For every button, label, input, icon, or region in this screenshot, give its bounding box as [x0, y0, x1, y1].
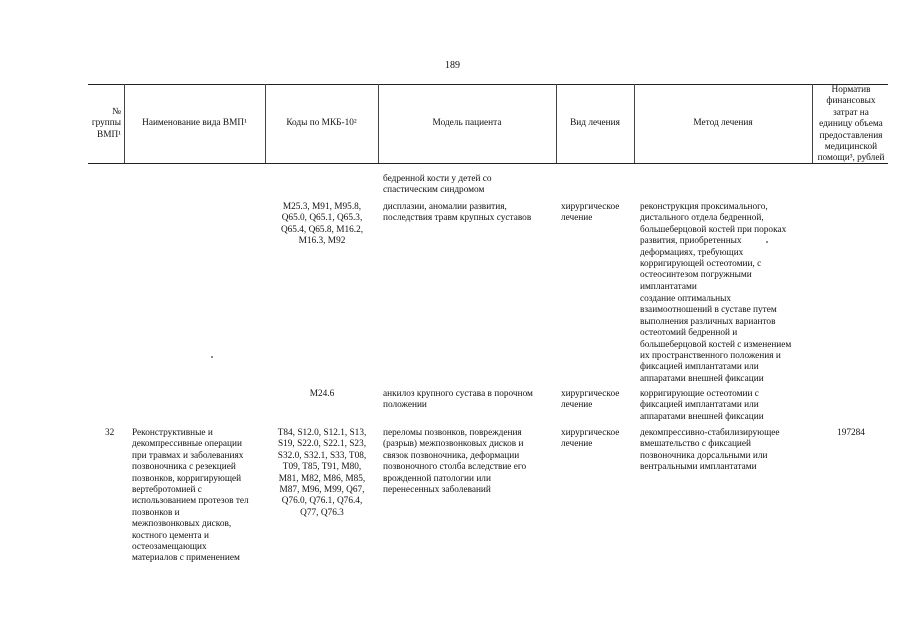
patient-model-cell: дисплазии, аномалии развития, последствия травм крупных суставов	[383, 202, 532, 224]
icd-codes-cell: M24.6	[309, 389, 335, 399]
scan-speck	[766, 241, 768, 243]
vmp-name-cell: Реконструктивные и декомпрессивные операции при травмах и заболеваниях позвоночника с резекцией позвонков, корригирующей вертебротомией с использованием протезов тел позвонков и межпозвонковых дисков, костного цемента и остеозамещающих материалов с применением	[132, 428, 249, 564]
header-vmp-name: Наименование вида ВМП¹	[142, 118, 247, 128]
patient-model-cell: анкилоз крупного сустава в порочном положении	[383, 389, 533, 411]
cost-norm-cell: 197284	[837, 428, 865, 438]
header-cost-norm: Норматив финансовых затрат на единицу объема предоставления медицинской помощи³, рублей	[817, 85, 885, 164]
group-number-cell: 32	[105, 428, 115, 438]
scan-speck	[211, 356, 213, 358]
header-top-rule	[88, 84, 888, 85]
header-treatment-type: Вид лечения	[570, 118, 620, 128]
icd-codes-cell: M25.3, M91, M95.8, Q65.0, Q65.1, Q65.3, Q65.4, Q65.8, M16.2, M16.3, M92	[280, 202, 364, 247]
treatment-method-cell: реконструкция проксимального, дистального отдела бедренной, большеберцовой костей при пороках развития, приобретенных деформациях, требующих корригирующей остеотомии, с остеосинтезом погружными имплантатами	[640, 202, 787, 292]
icd-codes-cell: T84, S12.0, S12.1, S13, S19, S22.0, S22.1, S23, S32.0, S32.1, S33, T08, T09, T85, T91, M80, M81, M82, M86, M85, M87, M96, M99, Q67, Q76.0, Q76.1, Q76.4, Q77, Q76.3	[277, 428, 367, 518]
patient-model-cell: бедренной кости у детей со спастическим синдромом	[383, 174, 492, 196]
header-patient-model: Модель пациента	[432, 118, 502, 128]
header-treatment-method: Метод лечения	[693, 118, 753, 128]
treatment-type-cell: хирургическое лечение	[561, 389, 620, 411]
treatment-method-cell: декомпрессивно-стабилизирующее вмешательство с фиксацией позвоночника дорсальными или вентральными имплантатами	[640, 428, 780, 473]
page-number: 189	[445, 60, 460, 71]
header-bottom-rule	[88, 163, 888, 164]
header-group-number: № группы ВМП¹	[91, 107, 121, 140]
treatment-type-cell: хирургическое лечение	[561, 202, 620, 224]
treatment-type-cell: хирургическое лечение	[561, 428, 620, 450]
treatment-method-cell: корригирующие остеотомии с фиксацией имплантатами или аппаратами внешней фиксации	[640, 389, 764, 422]
header-icd-codes: Коды по МКБ-10²	[286, 118, 357, 128]
patient-model-cell: переломы позвонков, повреждения (разрыв) межпозвонковых дисков и связок позвоночника, деформации позвоночного столба вследствие его врожденной патологии или перенесенных заболеваний	[383, 428, 527, 496]
treatment-method-cell: создание оптимальных взаимоотношений в суставе путем выполнения различных вариантов остеотомий бедренной и большеберцовой костей с изменением их пространственного положения и фиксацией имплантатами или аппаратами внешней фиксации	[640, 294, 792, 384]
